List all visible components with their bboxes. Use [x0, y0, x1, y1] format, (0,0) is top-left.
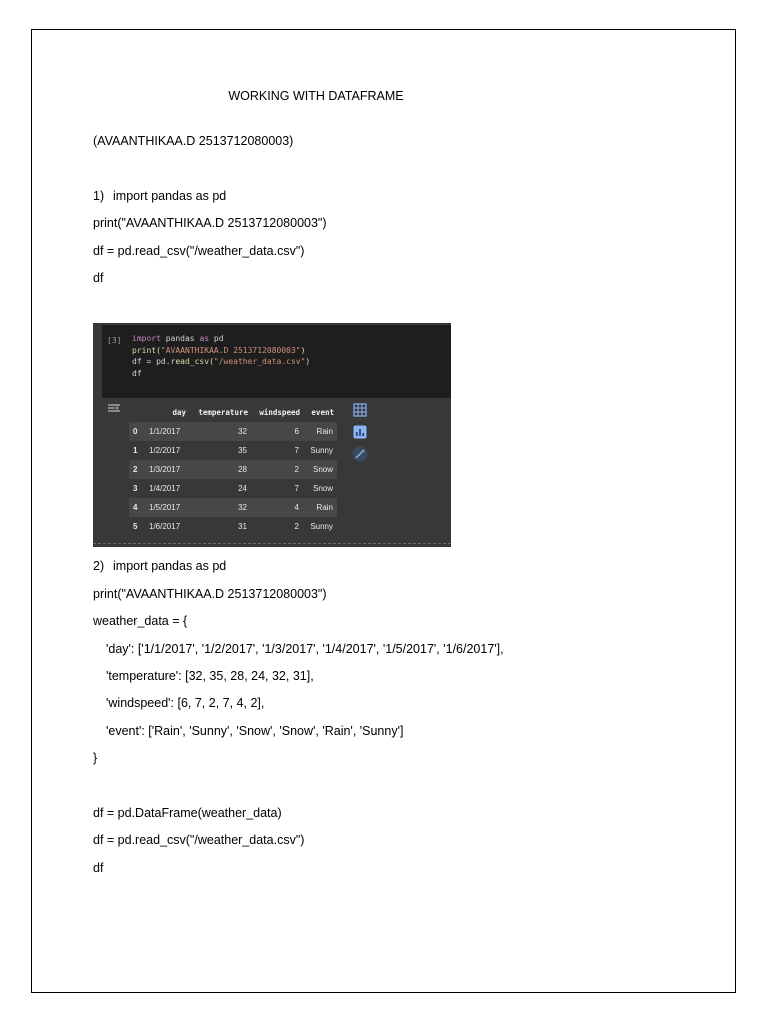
- magic-wand-icon[interactable]: [352, 446, 368, 462]
- cell-windspeed: 6: [251, 422, 303, 441]
- section2-line-7: 'event': ['Rain', 'Sunny', 'Snow', 'Snow', 'Rain', 'Sunny']: [106, 724, 404, 738]
- cell-day: 1/5/2017: [145, 498, 189, 517]
- section2-line-9: df = pd.DataFrame(weather_data): [93, 806, 282, 820]
- cell-event: Sunny: [310, 522, 333, 531]
- document-title: WORKING WITH DATAFRAME: [228, 89, 404, 103]
- cell-event: Sunny: [310, 446, 333, 455]
- cell-windspeed: 7: [294, 446, 299, 455]
- cell-windspeed: 7: [294, 484, 299, 493]
- cell-day: 1/3/2017: [145, 460, 189, 479]
- output-divider: [93, 543, 451, 544]
- section2-line-8: }: [93, 751, 98, 765]
- cell-event: Snow: [312, 484, 333, 493]
- code-line-1: import pandas as pd: [132, 334, 224, 343]
- cell-event: Rain: [303, 498, 337, 517]
- section2-line-11: df: [93, 861, 104, 875]
- cell-temperature: 28: [189, 460, 251, 479]
- section2-line-4: 'day': ['1/1/2017', '1/2/2017', '1/3/2017', '1/4/2017', '1/5/2017', '1/6/2017'],: [106, 642, 504, 656]
- author-line: (AVAANTHIKAA.D 2513712080003): [93, 134, 294, 148]
- dataframe-table: [129, 403, 337, 536]
- table-row: [129, 498, 337, 517]
- code-line-3: df = pd.read_csv("/weather_data.csv"): [132, 357, 311, 366]
- table-icon[interactable]: [352, 402, 368, 418]
- cell-day: 1/1/2017: [145, 422, 189, 441]
- cell-temperature: 24: [238, 484, 247, 493]
- section1-line-3: df = pd.read_csv("/weather_data.csv"): [93, 244, 305, 258]
- cell-event: Rain: [303, 422, 337, 441]
- cell-temperature: 35: [238, 446, 247, 455]
- row-index: 0: [129, 422, 145, 441]
- table-row: [129, 441, 337, 460]
- section2-line-6: 'windspeed': [6, 7, 2, 7, 4, 2],: [106, 696, 265, 710]
- column-header: day: [172, 408, 186, 417]
- cell-day: 1/4/2017: [149, 484, 181, 493]
- row-index: 1: [133, 446, 138, 455]
- code-cell: [102, 325, 451, 398]
- cell-event: Snow: [303, 460, 337, 479]
- cell-temperature: 31: [238, 522, 247, 531]
- cell-windspeed: 2: [251, 460, 303, 479]
- table-row: [129, 517, 337, 536]
- cell-day: 1/6/2017: [149, 522, 181, 531]
- section2-line-10: df = pd.read_csv("/weather_data.csv"): [93, 833, 305, 847]
- section1-line-4: df: [93, 271, 104, 285]
- section1-number: 1): [93, 189, 105, 203]
- code-line-2: print("AVAANTHIKAA.D 2513712080003"): [132, 345, 306, 355]
- table-row: [129, 422, 337, 441]
- section1-line-1: 1) import pandas as pd: [93, 189, 227, 203]
- table-row: [129, 479, 337, 498]
- row-index: 3: [133, 484, 138, 493]
- section2-number: 2): [93, 559, 105, 573]
- row-index: 5: [133, 522, 138, 531]
- cell-number: [3]: [107, 336, 122, 345]
- column-header: temperature: [198, 408, 248, 417]
- code-lines: [132, 333, 310, 379]
- output-toggle-icon[interactable]: [107, 403, 121, 413]
- row-index: 4: [129, 498, 145, 517]
- chart-icon[interactable]: [352, 424, 368, 440]
- section2-line-3: weather_data = {: [93, 614, 188, 628]
- section2-line-5: 'temperature': [32, 35, 28, 24, 32, 31],: [106, 669, 314, 683]
- cell-windspeed: 4: [251, 498, 303, 517]
- column-header: event: [311, 408, 334, 417]
- table-row: [129, 460, 337, 479]
- cell-temperature: 32: [189, 422, 251, 441]
- cell-windspeed: 2: [294, 522, 299, 531]
- section1-line-2: print("AVAANTHIKAA.D 2513712080003"): [93, 216, 327, 230]
- index-header: [129, 403, 145, 422]
- cell-day: 1/2/2017: [149, 446, 181, 455]
- section2-line-1: 2) import pandas as pd: [93, 559, 227, 573]
- row-index: 2: [129, 460, 145, 479]
- cell-temperature: 32: [189, 498, 251, 517]
- column-header: windspeed: [259, 408, 300, 417]
- table-header-row: [129, 403, 337, 422]
- notebook-screenshot: [93, 323, 451, 547]
- code-line-4: df: [132, 368, 142, 378]
- section2-line-2: print("AVAANTHIKAA.D 2513712080003"): [93, 587, 327, 601]
